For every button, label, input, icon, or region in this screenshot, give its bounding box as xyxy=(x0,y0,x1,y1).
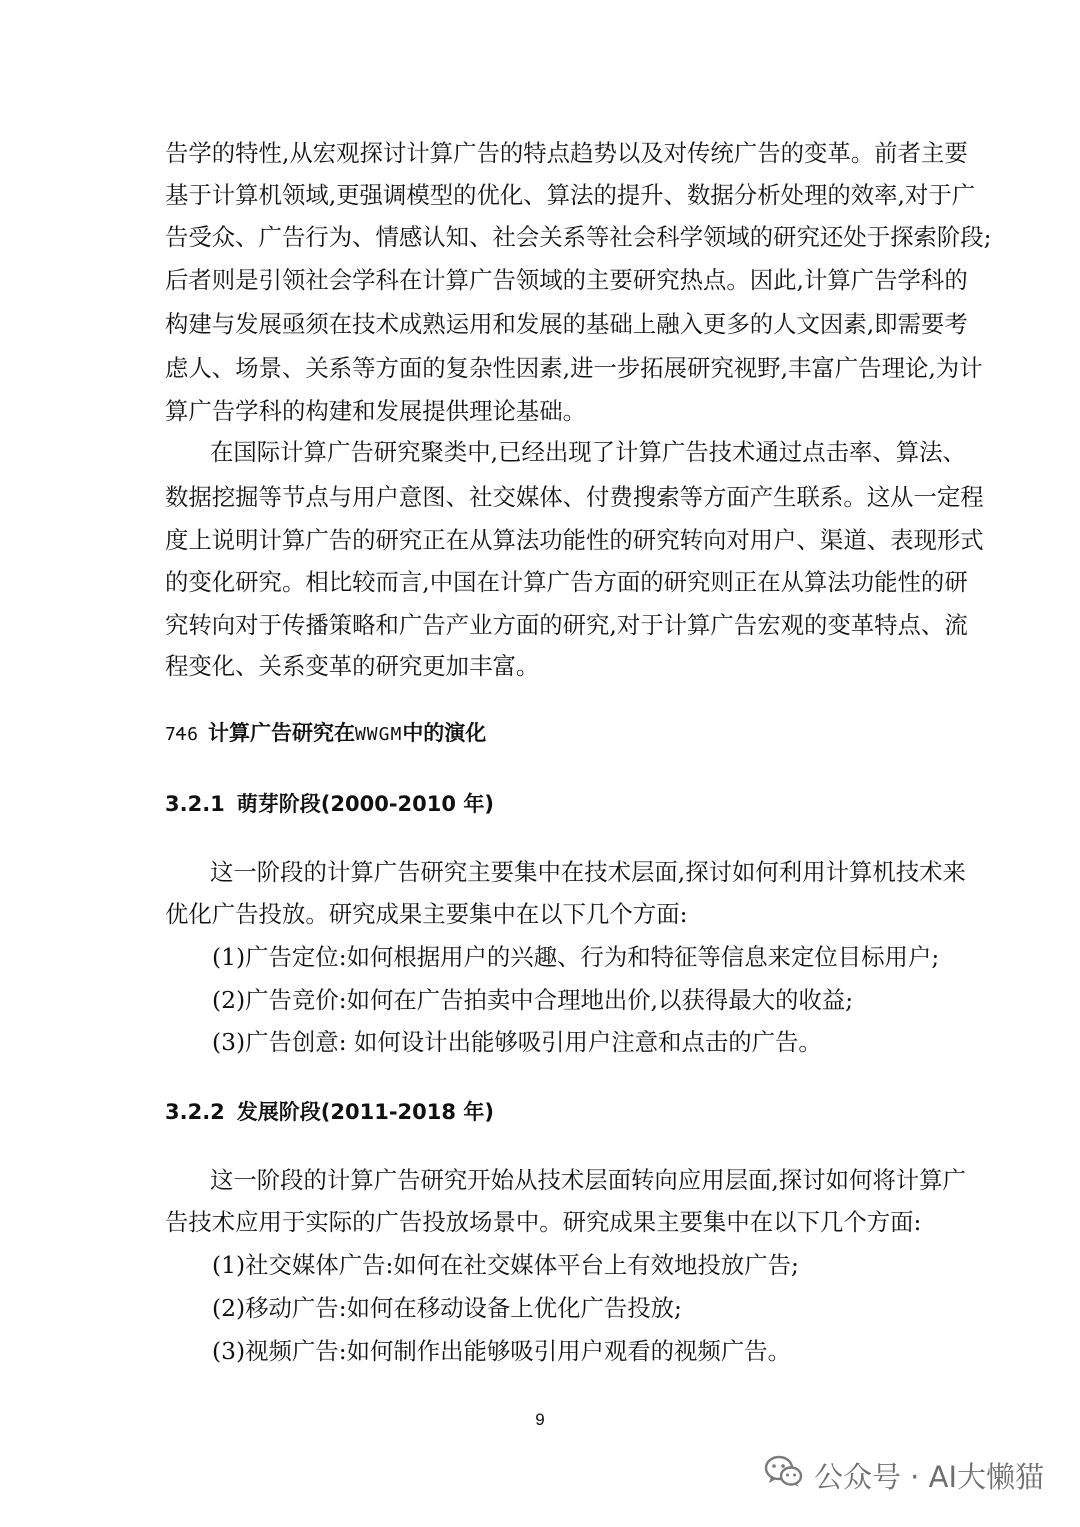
section-heading-3-2-2 xyxy=(165,1097,494,1127)
paragraph-1-line-1: 告学的特性,从宏观探讨计算广告的特点趋势以及对传统广告的变革。前者主要 xyxy=(165,139,968,167)
list-item: (3)广告创意: 如何设计出能够吸引用户注意和点击的广告。 xyxy=(212,1028,822,1056)
paragraph-2-line-3: 度上说明计算广告的研究正在从算法功能性的研究转向对用户、渠道、表现形式 xyxy=(165,526,984,554)
paragraph-1-line-3: 告受众、广告行为、情感认知、社会关系等社会科学领域的研究还处于探索阶段; xyxy=(165,223,992,251)
section-number: 3.2.1 xyxy=(165,792,225,816)
section-title-part-1: 计算广告研究在 xyxy=(207,721,355,745)
section-3-2-1-intro-line-2: 优化广告投放。研究成果主要集中在以下几个方面: xyxy=(165,900,688,928)
section-3-2-2-intro-line-2: 告技术应用于实际的广告投放场景中。研究成果主要集中在以下几个方面: xyxy=(165,1208,922,1236)
wechat-icon xyxy=(764,1455,814,1496)
section-title: 发展阶段(2011-2018 年) xyxy=(236,1100,494,1124)
list-item: (3)视频广告:如何制作出能够吸引用户观看的视频广告。 xyxy=(212,1337,791,1365)
list-item: (2)移动广告:如何在移动设备上优化广告投放; xyxy=(212,1294,682,1322)
list-item: (2)广告竞价:如何在广告拍卖中合理地出价,以获得最大的收益; xyxy=(212,986,854,1014)
section-title-part-3: 中的演化 xyxy=(402,721,487,745)
page-number: 9 xyxy=(535,1410,545,1429)
watermark-text: 公众号 · AI大懒猫 xyxy=(813,1460,1044,1494)
paragraph-2-line-4: 的变化研究。相比较而言,中国在计算广告方面的研究则正在从算法功能性的研 xyxy=(165,568,968,596)
list-item: (1)社交媒体广告:如何在社交媒体平台上有效地投放广告; xyxy=(212,1251,799,1279)
paragraph-1-line-5: 构建与发展亟须在技术成熟运用和发展的基础上融入更多的人文因素,即需要考 xyxy=(165,310,968,338)
paragraph-1-line-7: 算广告学科的构建和发展提供理论基础。 xyxy=(165,397,587,425)
section-number: 3.2.2 xyxy=(165,1100,225,1124)
section-3-2-2-intro-line-1: 这一阶段的计算广告研究开始从技术层面转向应用层面,探讨如何将计算广 xyxy=(210,1166,966,1194)
paragraph-1-line-6: 虑人、场景、关系等方面的复杂性因素,进一步拓展研究视野,丰富广告理论,为计 xyxy=(165,354,983,382)
paragraph-2-line-5: 究转向对于传播策略和广告产业方面的研究,对于计算广告宏观的变革特点、流 xyxy=(165,611,968,639)
section-number: 7Ꮞ6 xyxy=(165,724,198,745)
paragraph-2-line-6: 程变化、关系变革的研究更加丰富。 xyxy=(165,652,540,680)
section-title: 萌芽阶段(2000-2010 年) xyxy=(236,792,494,816)
paragraph-1-line-4: 后者则是引领社会学科在计算广告领域的主要研究热点。因此,计算广告学科的 xyxy=(165,266,968,294)
section-title-part-2: WWGM xyxy=(354,724,403,745)
watermark xyxy=(764,1455,1044,1496)
list-item: (1)广告定位:如何根据用户的兴趣、行为和特征等信息来定位目标用户; xyxy=(212,943,940,971)
paragraph-2-line-2: 数据挖掘等节点与用户意图、社交媒体、付费搜索等方面产生联系。这从一定程 xyxy=(165,483,984,511)
section-3-2-1-intro-line-1: 这一阶段的计算广告研究主要集中在技术层面,探讨如何利用计算机技术来 xyxy=(210,858,966,886)
section-heading-3-2 xyxy=(165,718,486,750)
paragraph-1-line-2: 基于计算机领域,更强调模型的优化、算法的提升、数据分析处理的效率,对于广 xyxy=(165,181,976,209)
paragraph-2-line-1: 在国际计算广告研究聚类中,已经出现了计算广告技术通过点击率、算法、 xyxy=(210,438,966,466)
section-heading-3-2-1 xyxy=(165,789,494,819)
